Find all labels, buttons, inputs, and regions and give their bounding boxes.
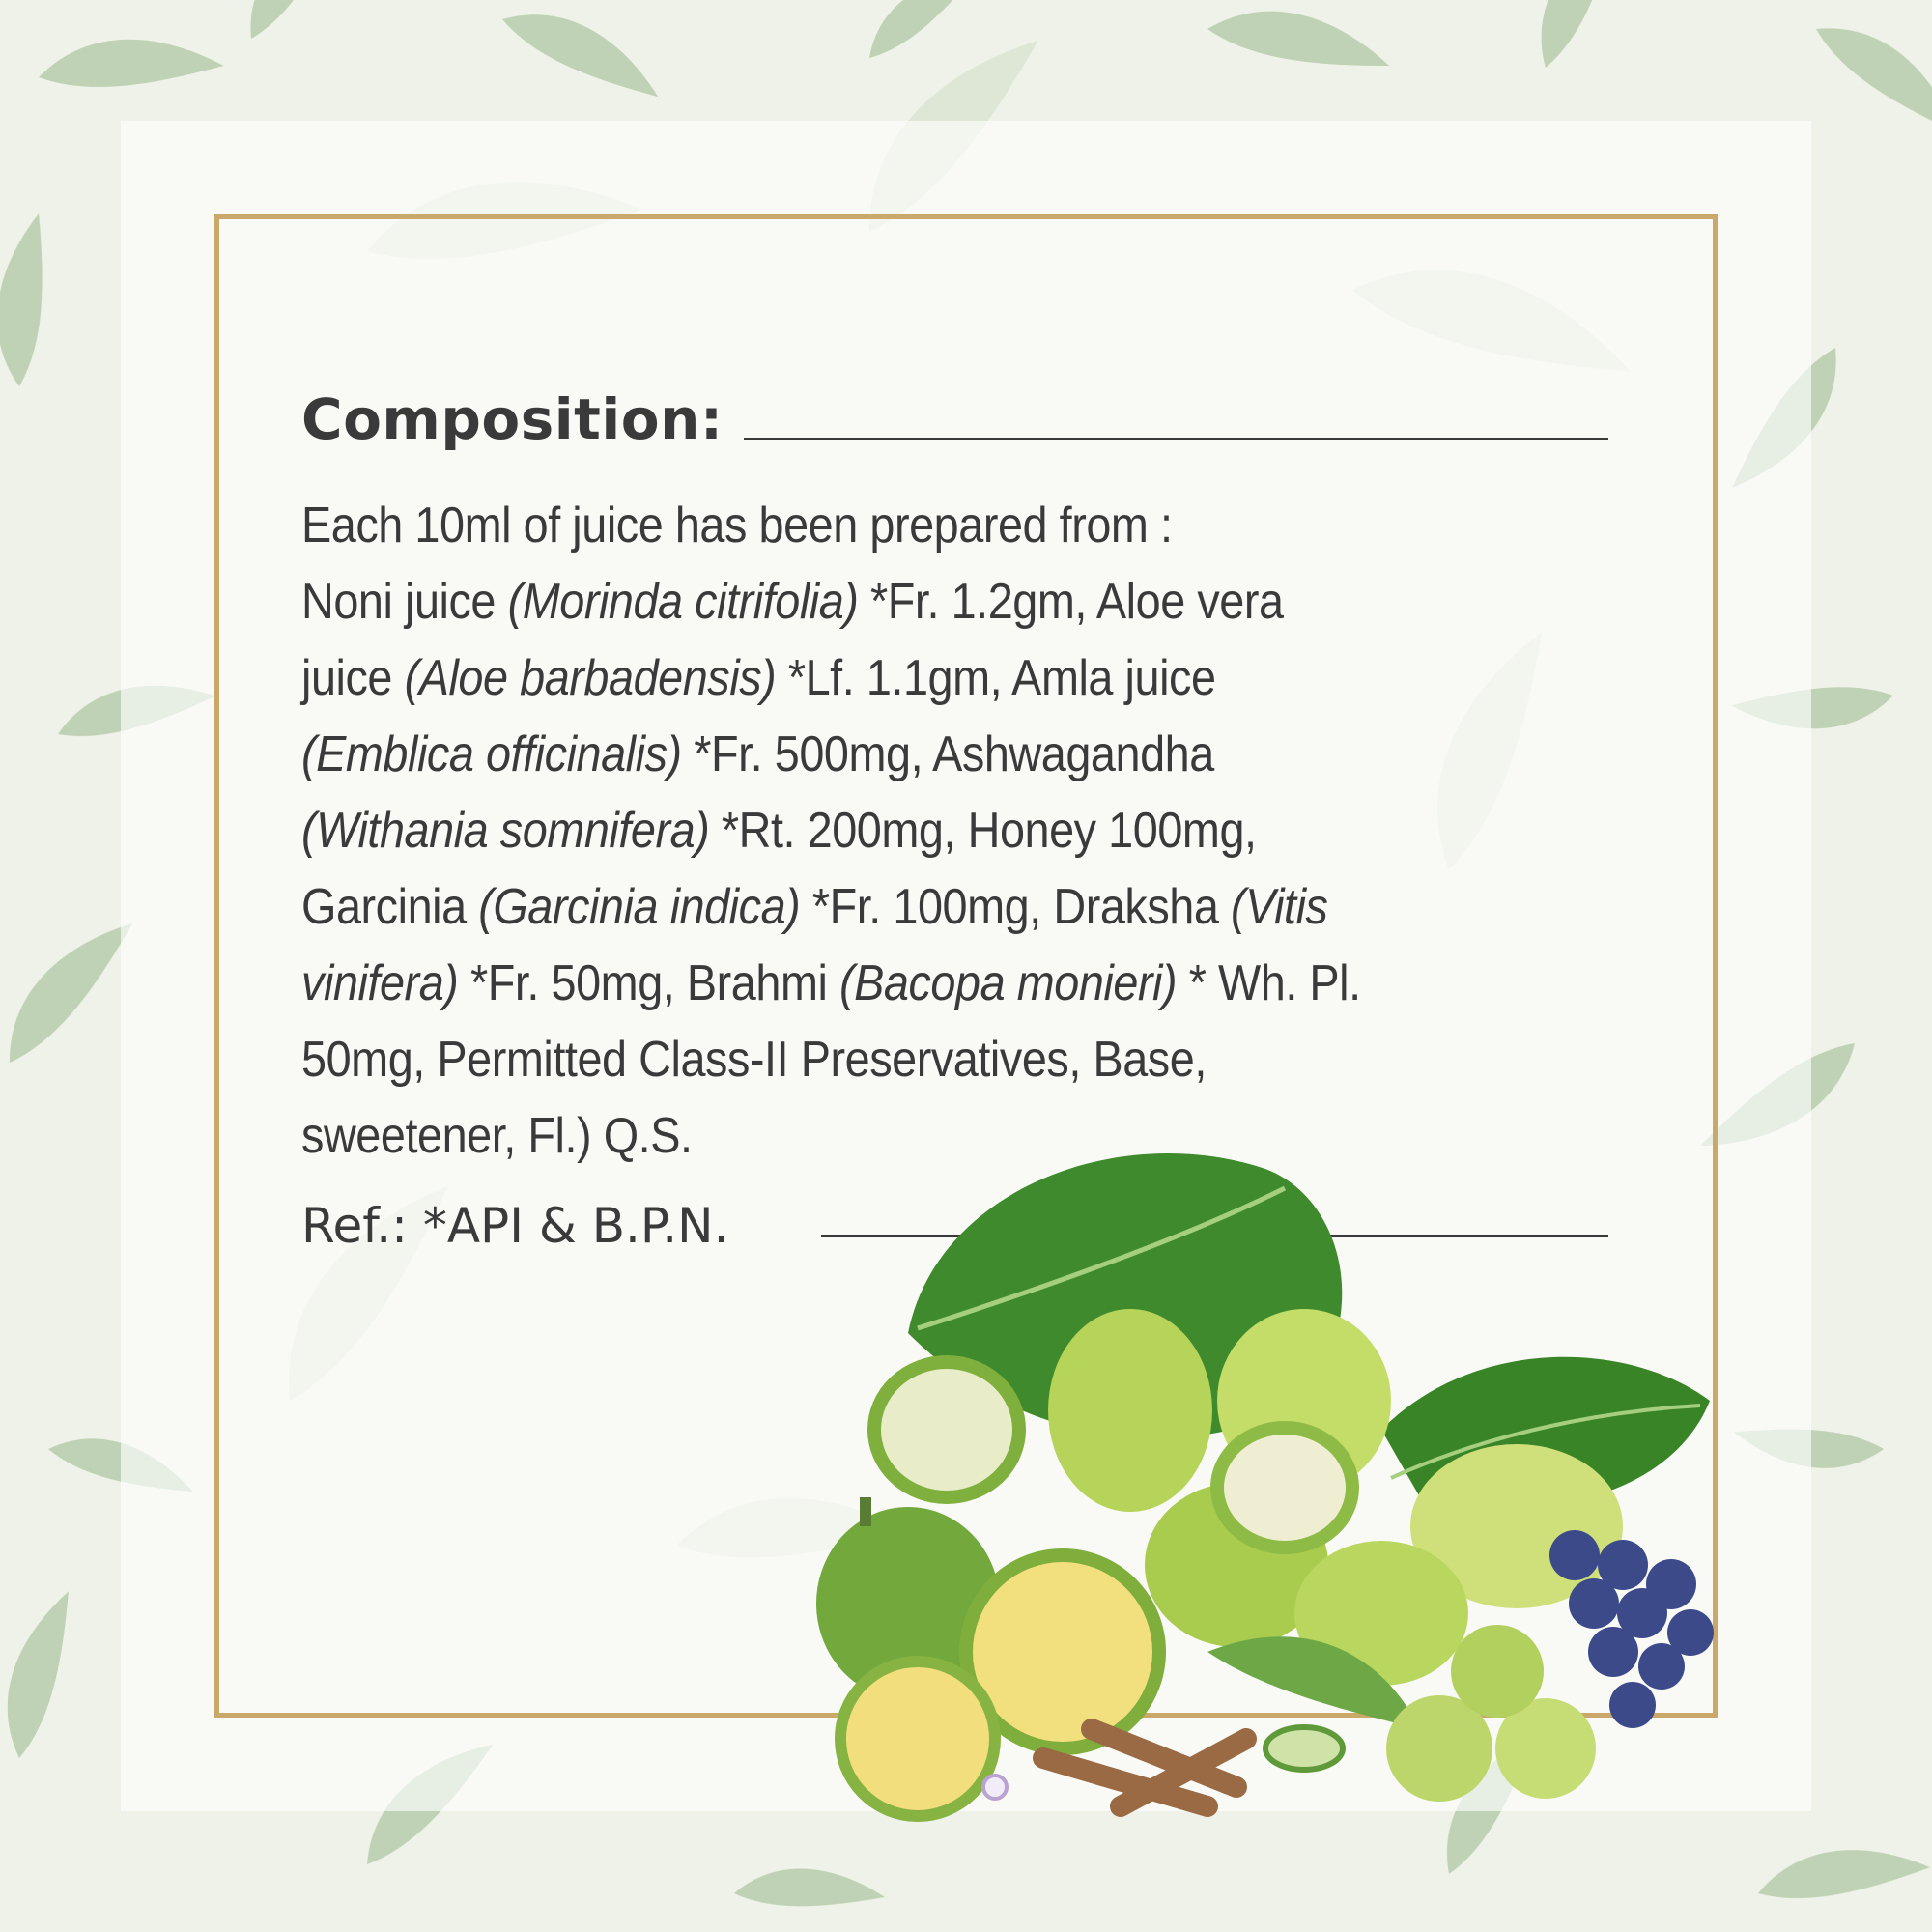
composition-text-segment: Garcinia	[301, 879, 479, 935]
composition-line	[301, 717, 1458, 793]
brahmi-flower	[983, 1776, 1007, 1799]
composition-heading: Composition:	[301, 386, 724, 452]
reference-line: Ref.: *API & B.P.N.	[301, 1198, 729, 1254]
composition-text-segment: Noni juice	[301, 574, 508, 630]
composition-text-segment: *Fr. 50mg, Brahmi	[458, 955, 839, 1011]
botanical-name: (Emblica officinalis)	[301, 726, 682, 782]
composition-text-segment: Each 10ml of juice has been prepared from :	[301, 497, 1173, 554]
botanical-name: vinifera)	[301, 955, 459, 1011]
composition-line	[301, 793, 1458, 869]
heading-rule	[744, 438, 1608, 440]
composition-line	[301, 1022, 1458, 1098]
composition-text-segment: *Lf. 1.1gm, Amla juice	[776, 650, 1216, 706]
fruits-and-herbs-illustration	[802, 1111, 1719, 1826]
composition-line	[301, 564, 1458, 640]
botanical-name: (Bacopa monieri)	[838, 955, 1178, 1011]
composition-line	[301, 869, 1458, 946]
composition-text-segment: 50mg, Permitted Class-II Preservatives, Base,	[301, 1032, 1207, 1088]
botanical-name: (Morinda citrifolia)	[507, 574, 859, 630]
composition-text-segment: *Fr. 500mg, Ashwagandha	[681, 726, 1214, 782]
composition-text-segment: *Fr. 100mg, Draksha	[800, 879, 1232, 935]
composition-line	[301, 640, 1458, 717]
composition-line	[301, 946, 1458, 1022]
composition-text-segment: * Wh. Pl.	[1177, 955, 1361, 1011]
botanical-name: (Garcinia indica)	[478, 879, 801, 935]
botanical-name: (Aloe barbadensis)	[404, 650, 777, 706]
grapes-cluster	[1549, 1530, 1714, 1728]
composition-text-segment: *Rt. 200mg, Honey 100mg,	[709, 803, 1257, 859]
botanical-name: (Vitis	[1231, 879, 1328, 935]
composition-text-segment: sweetener, Fl.) Q.S.	[301, 1108, 693, 1164]
botanical-name: (Withania somnifera)	[301, 803, 710, 859]
composition-line	[301, 488, 1458, 564]
composition-text	[301, 488, 1458, 1175]
composition-text-segment: *Fr. 1.2gm, Aloe vera	[858, 574, 1284, 630]
composition-text-segment: juice	[301, 650, 405, 706]
